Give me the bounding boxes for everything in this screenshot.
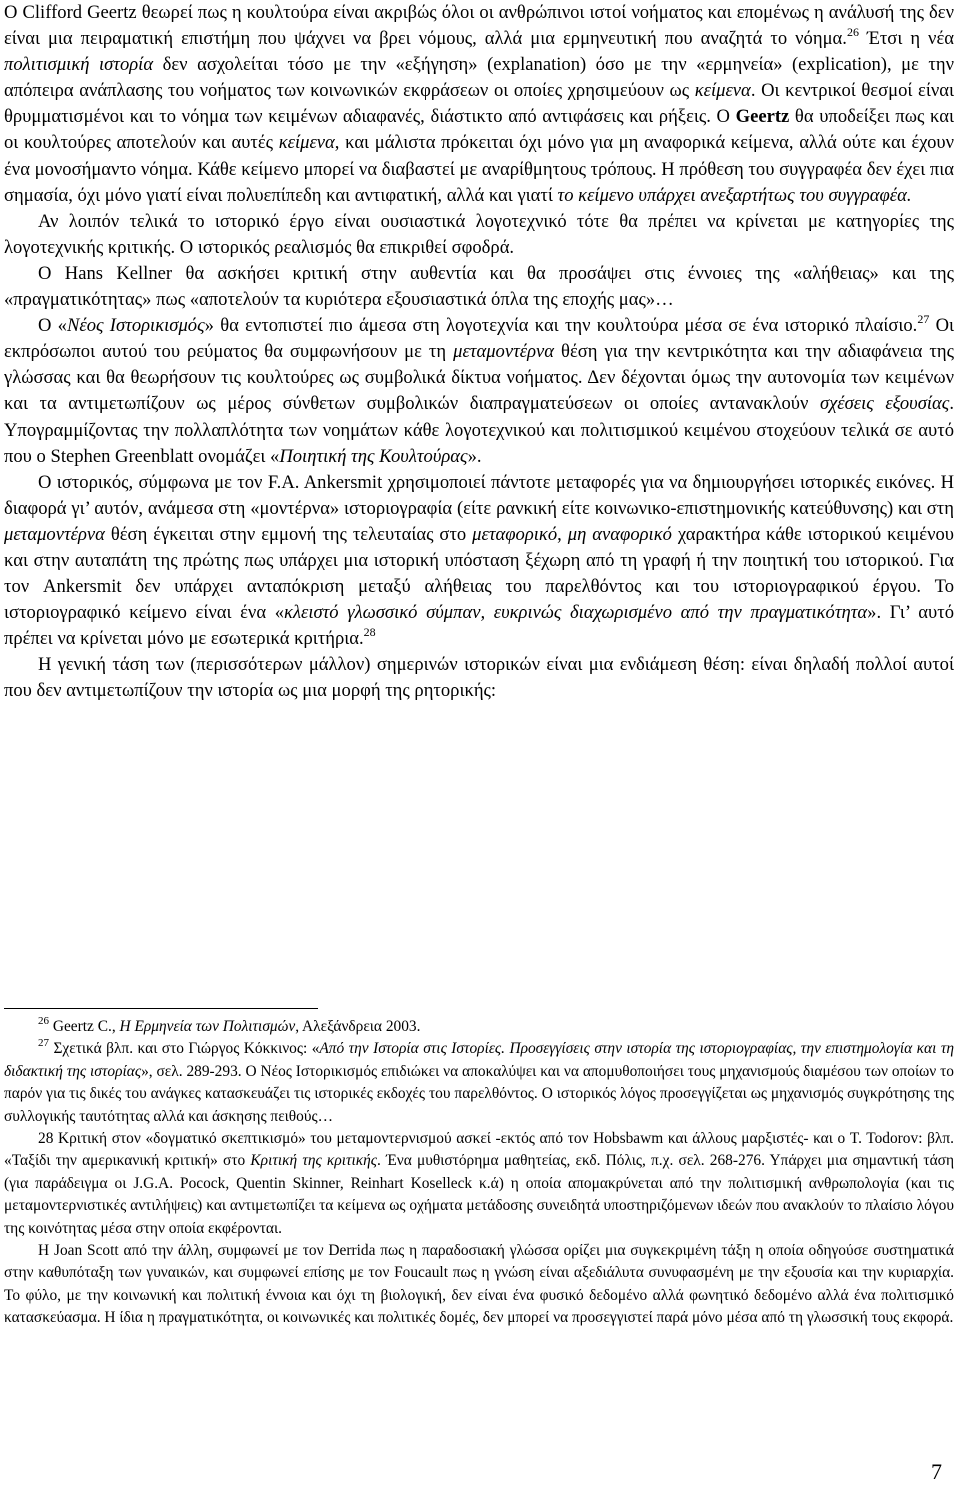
- paragraph-literary-criticism: Αν λοιπόν τελικά το ιστορικό έργο είναι ουσιαστικά λογοτεχνικό τότε θα πρέπει να κρίνεται με κατηγορίες της λογοτεχνικής κριτικής. Ο ιστορικός ρεαλισμός θα επικριθεί σφοδρά.: [4, 210, 954, 258]
- paragraph-general-trend: Η γενική τάση των (περισσότερων μάλλον) σημερινών ιστορικών είναι μια ενδιάμεση θέση: είναι δηλαδή πολλοί αυτοί που δεν αντιμετωπίζουν την ιστορία ως μια μορφή της ρητορικής:: [4, 654, 954, 702]
- italic-run: μεταφορικό: [472, 523, 558, 545]
- text-run: , και μάλιστα πρόκειται όχι μόνο για μη αναφορικά κείμενα, αλλά ούτε και έχουν ένα μονοσήμαντο νόημα. Κάθε κείμενο μπορεί να διαβαστεί με αναρίθμητους τρόπους. Η πρόθεση του συγγραφέα δεν έχει πια σημασία, όχι μόνο γιατί είναι πολυεπίπεδη και αντιφατική, αλλά και γιατί: [4, 132, 955, 206]
- page-number: 7: [931, 1459, 942, 1484]
- footnote-27: [4, 1038, 954, 1128]
- footnote-ref-26[interactable]: 26: [846, 25, 859, 40]
- paragraph-kellner: Ο Hans Kellner θα ασκήσει κριτική στην αυθεντία και θα προσάψει στις έννοιες της «αλήθειας» και της «πραγματικότητας» πως «αποτελούν τα κυριότερα εξουσιαστικά όπλα της εποχής μας»…: [4, 262, 954, 311]
- text-run: χαρακτήρα κάθε ιστορικού κειμένου και στην αυταπάτη της πρώτης πως υπάρχει μια ιστορική υπόσταση ξέχωρη από τη γραφή ή την ποιητική του ιστορικού. Για τον Ankersmit δεν υπάρχει ανταπόκριση μεταξύ αλήθειας του παρελθόντος και του ιστοριογραφικού έργου. Το ιστοριογραφικό κείμενο είναι ένα «: [4, 523, 955, 624]
- italic-run: Ποιητική της Κουλτούρας: [279, 445, 468, 467]
- text-run: Σχετικά βλπ. και στο Γιώργος Κόκκινος: «: [49, 1040, 320, 1058]
- footnote-28: [4, 1128, 954, 1240]
- paragraph-ankersmit: [4, 470, 954, 653]
- text-run: Ο Clifford Geertz θεωρεί πως η κουλτούρα είναι ακριβώς όλοι οι ανθρώπινοι ιστοί νοήματος και επομένως η ανάλυσή της δεν είναι μια πειραματική επιστήμη που ψάχνει να βρει νόμους, αλλά μια ερμηνευτική που αναζητά το νόημα.: [4, 2, 954, 50]
- text-run: Geertz C.,: [49, 1018, 120, 1035]
- italic-run: κείμενα: [278, 132, 335, 154]
- footnote-separator: [4, 1008, 318, 1009]
- text-run: . Υπογραμμίζοντας την πολλαπλότητα των νοημάτων κάθε λογοτεχνικού και πολιτισμικού κειμένου στοχεύουν τελικά σε αυτό που ο Stephen Greenblatt ονομάζει «: [4, 393, 954, 467]
- text-run: θέση για την κεντρικότητα και την αδιαφάνεια της γλώσσας και θα θεωρήσουν τις κουλτούρες ως συμβολικά δίκτυα νοήματος. Δεν δέχονται όμως την αυτονομία των κειμένων και τα αντιμετωπίζουν ως μέρος σύνθετων συμβολικών διαπραγματεύσεων οι οποίες αντανακλούν: [4, 341, 954, 415]
- italic-run: σχέσεις εξουσίας: [819, 393, 950, 415]
- footnote-26: [4, 1016, 954, 1038]
- footnotes: [4, 1016, 954, 1330]
- text-run: δεν ασχολείται τόσο με την «εξήγηση» (explanation) όσο με την «ερμηνεία» (explication), με την απόπειρα ανάπλασης του νοήματος των κοινωνικών εκφράσεων οι οποίες χρησιμεύουν ως: [4, 54, 954, 102]
- main-text: [4, 0, 954, 705]
- footnote-ref-27[interactable]: 27: [917, 312, 930, 327]
- italic-run: μη αναφορικό: [567, 523, 672, 545]
- italic-run: Η Ερμηνεία των Πολιτισμών: [119, 1018, 296, 1035]
- footnote-number: 27: [38, 1037, 49, 1050]
- bold-run: Geertz: [735, 106, 790, 128]
- footnote-ref-28[interactable]: 28: [363, 625, 376, 640]
- text-run: ,: [557, 523, 568, 545]
- text-run: . Οι κεντρικοί θεσμοί είναι θρυμματισμένοι και το νόημα των κειμένων αδιαφανές, διάστικτο από αντιφάσεις και ρήξεις. Ο: [4, 80, 954, 128]
- italic-run: μεταμοντέρνα: [4, 523, 105, 545]
- text-run: Ο «: [38, 315, 67, 337]
- text-run: θέση έγκειται στην εμμονή της τελευταίας στο: [104, 523, 473, 545]
- footnote-scott: Η Joan Scott από την άλλη, συμφωνεί με τον Derrida πως η παραδοσιακή γλώσσα ορίζει μια συγκεκριμένη τάξη η οποία οδηγούσε συστηματικά στην καθυπόταξη των γυναικών, και συμφωνεί επίσης με τον Foucault πως η γνώση είναι αξεδιάλυτα συνυφασμένη με την εξουσία και την κυριαρχία. Το φύλο, με την κοινωνική και πολιτική έννοια και όχι τη βιολογική, δεν είναι ένα φυσικό δεδομένο αλλά φωνητικό δεδομένο αλλά ένα πολιτισμικό κατασκεύασμα. Η ίδια η πραγματικότητα, οι κοινωνικές και πολιτικές δομές, δεν μπορεί να προσεγγιστεί παρά μόνο μέσα από τη γλωσσική τους εκφορά.: [4, 1242, 954, 1327]
- footnote-number: 26: [38, 1015, 49, 1027]
- italic-run: κείμενα: [694, 80, 751, 102]
- italic-run: Κριτική της κριτικής: [250, 1152, 378, 1170]
- italic-run: Από την Ιστορία στις Ιστορίες. Προσεγγίσεις στην ιστορία της ιστοριογραφίας, την επιστημολογία και τη διδακτική της ιστορίας: [4, 1040, 955, 1080]
- italic-run: κλειστό γλωσσικό σύμπαν, ευκρινώς διαχωρισμένο από την πραγματικότητα: [284, 602, 868, 624]
- text-run: . Ένα μυθιστόρημα μαθητείας, εκδ. Πόλις, π.χ. σελ. 268-276. Υπάρχει μια σημαντική τάση (για παράδειγμα οι J.G.A. Pocock, Quentin Skinner, Reinhart Koselleck κ.ά) η οποία απομακρύνεται από την πολιτισμική ανθρωπολογία (και τις μεταμοντερνιστικές αντιλήψεις) και αντιμετωπίζει τα κείμενα ως οχήματα μετάδοσης συνειδητά υποστηριζόμενων ιδεών που ανακλούν το πλαίσιο λόγου της κοινότητας μέσα στην οποία εκφέρονται.: [4, 1152, 954, 1237]
- paragraph-geertz: [4, 0, 954, 209]
- text-run: », σελ. 289-293. Ο Νέος Ιστορικισμός επιδιώκει να αποκαλύψει και να απομυθοποιήσει τους μηχανισμούς διαμέσου των οποίων το παρόν για τις δικές του ανάγκες κατασκευάζει τις ιστορικές εκδοχές του παρελθόντος. Ο ιστορικός λόγος προσεγγίζεται ως μηχανισμός συγκρότησης της συλλογικής ταυτότητας αλλά και άσκησης πειθούς…: [4, 1062, 954, 1125]
- text-run: Οι εκπρόσωποι αυτού του ρεύματος θα συμφωνήσουν με τη: [4, 315, 954, 363]
- italic-run: Νέος Ιστορικισμός: [66, 315, 205, 337]
- italic-run: πολιτισμική ιστορία: [4, 54, 154, 76]
- text-run: , Αλεξάνδρεια 2003.: [295, 1018, 421, 1035]
- text-run: θα υποδείξει πως και οι κουλτούρες αποτελούν και αυτές: [4, 106, 954, 154]
- text-run: Ο ιστορικός, σύμφωνα με τον F.A. Ankersmit χρησιμοποιεί πάντοτε μεταφορές για να δημιουργήσει ιστορικές εικόνες. Η διαφορά γι’ αυτόν, ανάμεσα στη «μοντέρνα» ιστοριογραφία (είτε ρανκική είτε κοινωνικο-επιστημονικής κατεύθυνσης) και στη: [4, 471, 954, 519]
- paragraph-new-historicism: [4, 313, 954, 470]
- italic-run: το κείμενο υπάρχει ανεξαρτήτως του συγγραφέα.: [557, 184, 912, 206]
- text-run: ».: [467, 445, 482, 467]
- text-run: » θα εντοπιστεί πιο άμεσα στη λογοτεχνία και την κουλτούρα μέσα σε ένα ιστορικό πλαίσιο.: [204, 315, 918, 337]
- italic-run: μεταμοντέρνα: [453, 341, 555, 363]
- text-run: 28 Κριτική στον «δογματικό σκεπτικισμό» του μεταμοντερνισμού ασκεί -εκτός από τον Hobsbawm και άλλους μαρξιστές- και ο T. Todorov: βλπ. «Ταξίδι την αμερικανική κριτική» στο: [4, 1130, 954, 1170]
- text-run: Έτσι η νέα: [858, 28, 954, 50]
- text-run: ». Γι’ αυτό πρέπει να κρίνεται μόνο με εσωτερικά κριτήρια.: [4, 602, 954, 650]
